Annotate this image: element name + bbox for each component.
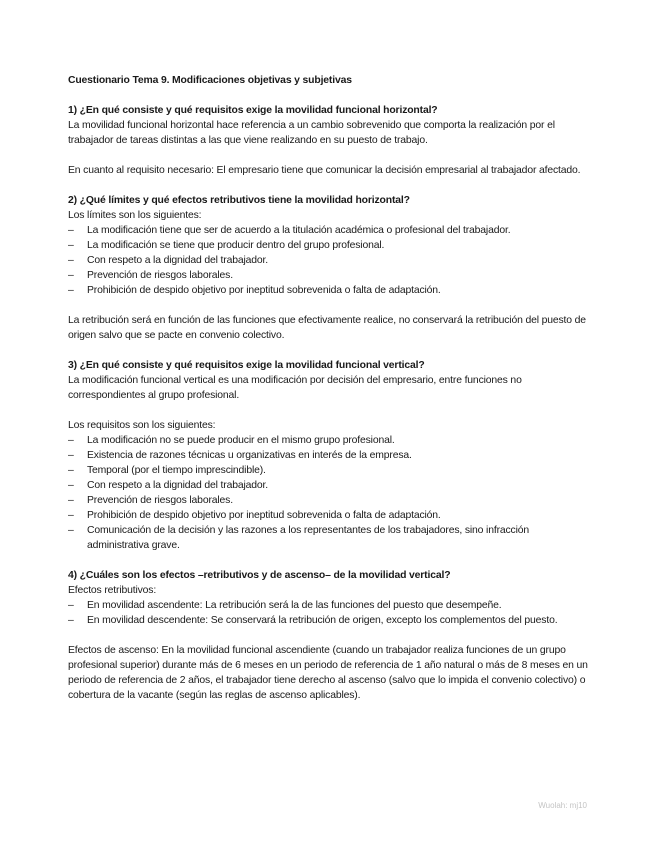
section-1 (68, 103, 593, 178)
section-3 (68, 358, 593, 553)
list-item: – Existencia de razones técnicas u organizativas en interés de la empresa. (68, 448, 593, 463)
answer-4-intro: Efectos retributivos: (68, 585, 157, 596)
list-item: – Temporal (por el tiempo imprescindible). (68, 463, 593, 478)
requirements-list (68, 433, 593, 553)
question-2: 2) ¿Qué límites y qué efectos retributivos tiene la movilidad horizontal? (68, 195, 410, 206)
list-item: – La modificación tiene que ser de acuerdo a la titulación académica o profesional del trabajador. (68, 223, 593, 238)
answer-3-paragraph: La modificación funcional vertical es una modificación por decisión del empresario, entre funciones no correspondientes al grupo profesional. (68, 375, 522, 401)
section-4 (68, 568, 593, 703)
answer-1-paragraph-2: En cuanto al requisito necesario: El empresario tiene que comunicar la decisión empresarial al trabajador afectado. (68, 165, 581, 176)
question-1: 1) ¿En qué consiste y qué requisitos exige la movilidad funcional horizontal? (68, 105, 438, 116)
answer-2-paragraph: La retribución será en función de las funciones que efectivamente realice, no conservará la retribución del puesto de origen salvo que se pacte en convenio colectivo. (68, 315, 586, 341)
answer-2-intro: Los límites son los siguientes: (68, 210, 202, 221)
document-title: Cuestionario Tema 9. Modificaciones objetivas y subjetivas (68, 75, 352, 86)
list-item: – Con respeto a la dignidad del trabajador. (68, 253, 593, 268)
limits-list (68, 223, 593, 298)
list-item: – Comunicación de la decisión y las razones a los representantes de los trabajadores, sino infracción administrativa grave. (68, 523, 593, 553)
effects-list (68, 598, 593, 628)
question-4: 4) ¿Cuáles son los efectos –retributivos y de ascenso– de la movilidad vertical? (68, 570, 451, 581)
footer-watermark: Wuolah: mj10 (538, 801, 587, 810)
list-item: – Prevención de riesgos laborales. (68, 493, 593, 508)
answer-3-intro: Los requisitos son los siguientes: (68, 420, 216, 431)
list-item: – La modificación se tiene que producir dentro del grupo profesional. (68, 238, 593, 253)
section-2 (68, 193, 593, 343)
document-body (68, 73, 593, 703)
list-item: – La modificación no se puede producir en el mismo grupo profesional. (68, 433, 593, 448)
answer-1-paragraph-1: La movilidad funcional horizontal hace referencia a un cambio sobrevenido que comporta la realización por el trabajador de tareas distintas a las que viene realizando en su puesto de trabajo. (68, 120, 555, 146)
question-3: 3) ¿En qué consiste y qué requisitos exige la movilidad funcional vertical? (68, 360, 425, 371)
list-item: – Prevención de riesgos laborales. (68, 268, 593, 283)
list-item: – En movilidad descendente: Se conservará la retribución de origen, excepto los complementos del puesto. (68, 613, 593, 628)
list-item: – Con respeto a la dignidad del trabajador. (68, 478, 593, 493)
list-item: – Prohibición de despido objetivo por ineptitud sobrevenida o falta de adaptación. (68, 508, 593, 523)
list-item: – En movilidad ascendente: La retribución será la de las funciones del puesto que desempeñe. (68, 598, 593, 613)
answer-4-paragraph: Efectos de ascenso: En la movilidad funcional ascendiente (cuando un trabajador realiza funciones de un grupo profesional superior) durante más de 6 meses en un periodo de referencia de 1 año natural o más de 8 meses en un periodo de referencia de 2 años, el trabajador tiene derecho al ascenso (salvo que lo impida el convenio colectivo) o cobertura de la vacante (según las reglas de ascenso aplicables). (68, 645, 588, 701)
list-item: – Prohibición de despido objetivo por ineptitud sobrevenida o falta de adaptación. (68, 283, 593, 298)
